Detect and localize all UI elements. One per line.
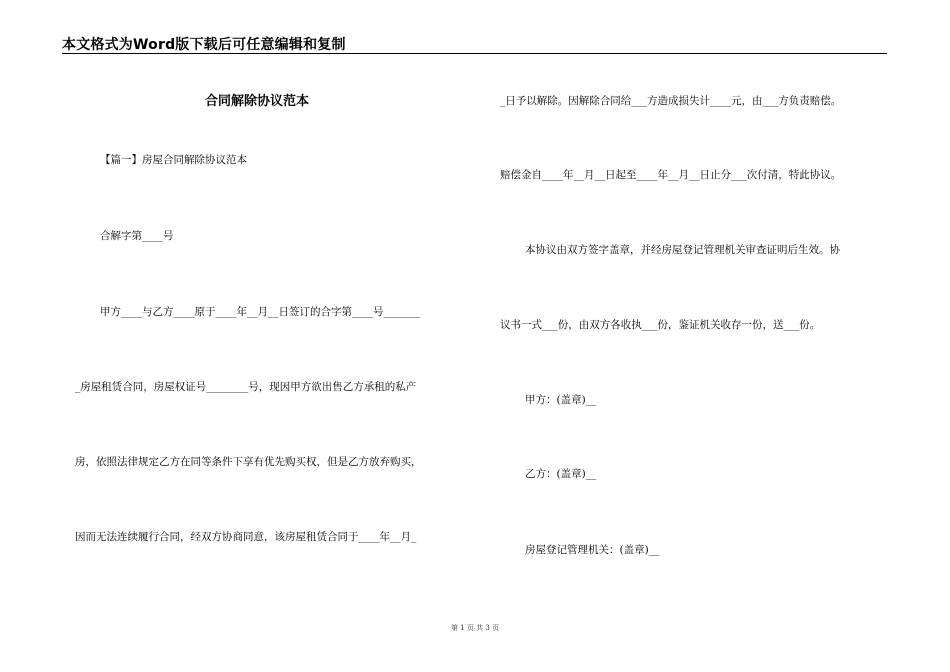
body-paragraph-line: 议书一式___份，由双方各收执___份，鉴证机关收存一份，送___份。 xyxy=(500,319,821,331)
body-paragraph-line: 因而无法连续履行合同，经双方协商同意，该房屋租赁合同于____年__月_ xyxy=(75,531,417,543)
body-paragraph-line: 房，依照法律规定乙方在同等条件下享有优先购买权，但是乙方放弃购买， xyxy=(75,456,422,468)
authority-signature-line: 房屋登记管理机关：(盖章)__ xyxy=(525,544,660,556)
section-heading: 【篇一】房屋合同解除协议范本 xyxy=(100,154,247,166)
party-a-signature-line: 甲方：(盖章)__ xyxy=(525,394,597,406)
document-title: 合同解除协议范本 xyxy=(205,94,310,109)
body-paragraph-line: 甲方____与乙方____原于____年__月__日签订的合字第____号_______ xyxy=(100,306,421,318)
contract-number-line: 合解字第____号 xyxy=(100,230,174,242)
header-divider xyxy=(62,53,887,54)
body-paragraph-line: 本协议由双方签字盖章，并经房屋登记管理机关审查证明后生效。协 xyxy=(525,244,840,256)
page-header-banner: 本文格式为Word版下载后可任意编辑和复制 xyxy=(62,37,346,53)
party-b-signature-line: 乙方：(盖章)__ xyxy=(525,468,597,480)
body-paragraph-line: 赔偿金自____年__月__日起至____年__月__日止分___次付清，特此协议。 xyxy=(500,169,842,181)
body-paragraph-line: _日予以解除。因解除合同给___方造成损失计____元，由___方负责赔偿。 xyxy=(500,95,842,107)
page-number: 第 1 页 共 3 页 xyxy=(450,624,500,632)
body-paragraph-line: _房屋租赁合同，房屋权证号________号，现因甲方欲出售乙方承租的私产 xyxy=(75,381,417,393)
